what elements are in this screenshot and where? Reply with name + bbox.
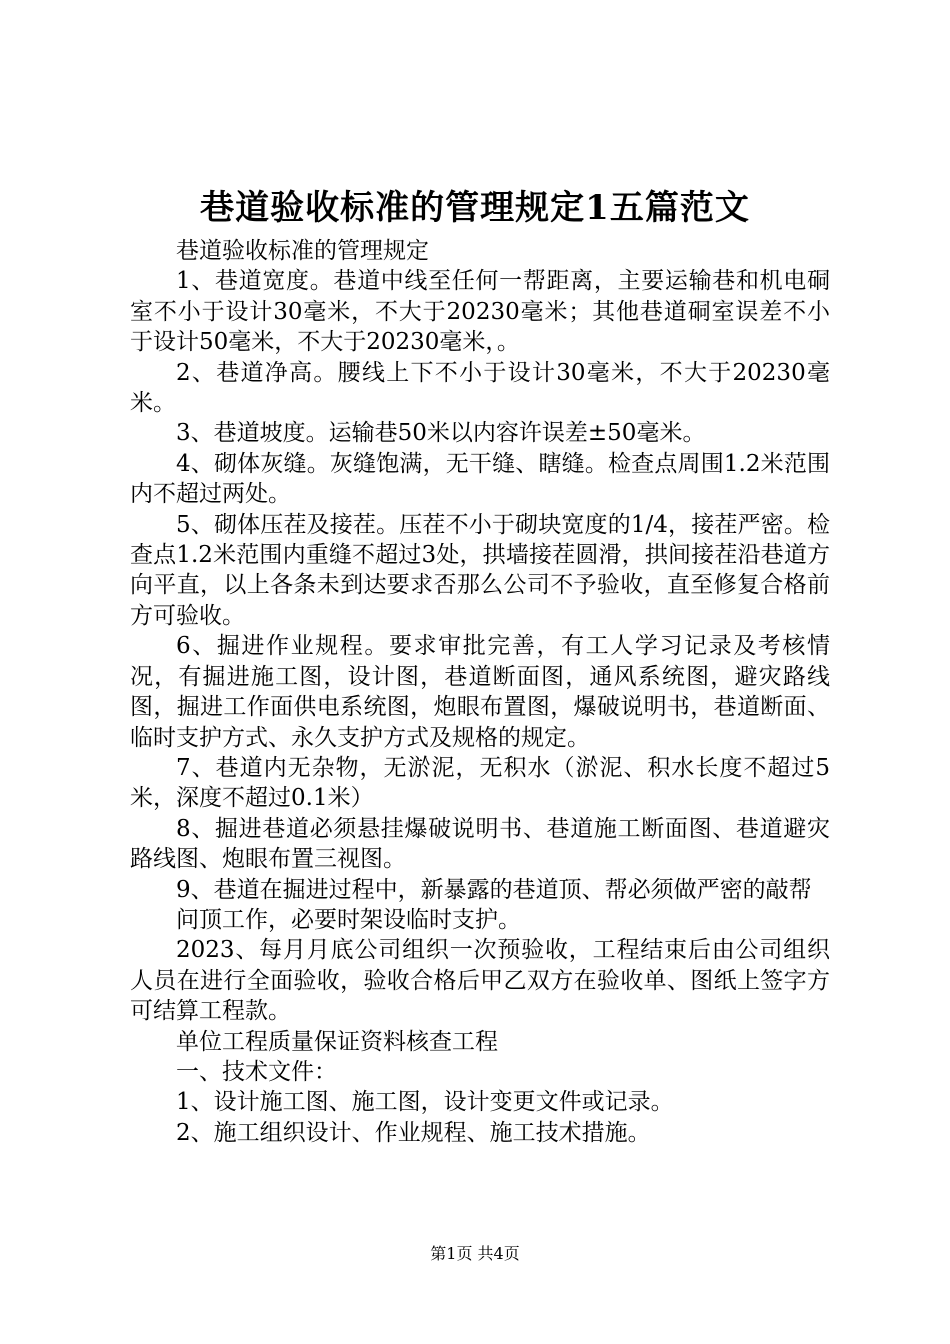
paragraph-item-6: 6、掘进作业规程。要求审批完善，有工人学习记录及考核情况，有掘进施工图，设计图，巷道断面图，通风系统图，避灾路线图，掘进工作面供电系统图，炮眼布置图，爆破说明书，巷道断面、临时支护方式、永久支护方式及规格的规定。 — [130, 633, 830, 751]
paragraph-item-3: 3、巷道坡度。运输巷50米以内容许误差±50毫米。 — [176, 420, 706, 447]
paragraph-subheading: 一、技术文件： — [176, 1058, 337, 1085]
paragraph-item-7: 7、巷道内无杂物，无淤泥，无积水（淤泥、积水长度不超过5米，深度不超过0.1米） — [130, 754, 830, 812]
paragraph-item-9: 9、巷道在掘进过程中，新暴露的巷道顶、帮必须做严密的敲帮 — [176, 876, 812, 903]
document-body — [130, 236, 830, 1148]
paragraph-item-8: 8、掘进巷道必须悬挂爆破说明书、巷道施工断面图、巷道避灾路线图、炮眼布置三视图。 — [130, 815, 830, 873]
paragraph-item-5: 5、砌体压茬及接茬。压茬不小于砌块宽度的1/4，接茬严密。检查点1.2米范围内重缝不超过3处，拱墙接茬圆滑，拱间接茬沿巷道方向平直，以上各条未到达要求否那么公司不予验收，直至修复合格前方可验收。 — [130, 511, 830, 629]
page-footer: 第1页 共4页 — [430, 1244, 520, 1263]
document-title: 巷道验收标准的管理规定1五篇范文 — [200, 188, 750, 228]
paragraph-item-2: 2、巷道净高。腰线上下不小于设计30毫米，不大于20230毫米。 — [130, 359, 830, 417]
paragraph-item-9-continued: 问顶工作，必要时架设临时支护。 — [176, 906, 521, 933]
paragraph-tech-item-1: 1、设计施工图、施工图，设计变更文件或记录。 — [176, 1089, 674, 1116]
paragraph-heading: 巷道验收标准的管理规定 — [176, 238, 429, 264]
paragraph-tech-item-2: 2、施工组织设计、作业规程、施工技术措施。 — [176, 1119, 651, 1146]
paragraph-item-2023: 2023、每月月底公司组织一次预验收，工程结束后由公司组织人员在进行全面验收，验收合格后甲乙双方在验收单、图纸上签字方可结算工程款。 — [130, 937, 830, 1025]
paragraph-item-4: 4、砌体灰缝。灰缝饱满，无干缝、瞎缝。检查点周围1.2米范围内不超过两处。 — [130, 450, 830, 508]
paragraph-section-heading: 单位工程质量保证资料核查工程 — [176, 1028, 498, 1055]
paragraph-item-1: 1、巷道宽度。巷道中线至任何一帮距离，主要运输巷和机电硐室不小于设计30毫米，不大于20230毫米；其他巷道硐室误差不小于设计50毫米，不大于20230毫米，。 — [130, 268, 830, 356]
